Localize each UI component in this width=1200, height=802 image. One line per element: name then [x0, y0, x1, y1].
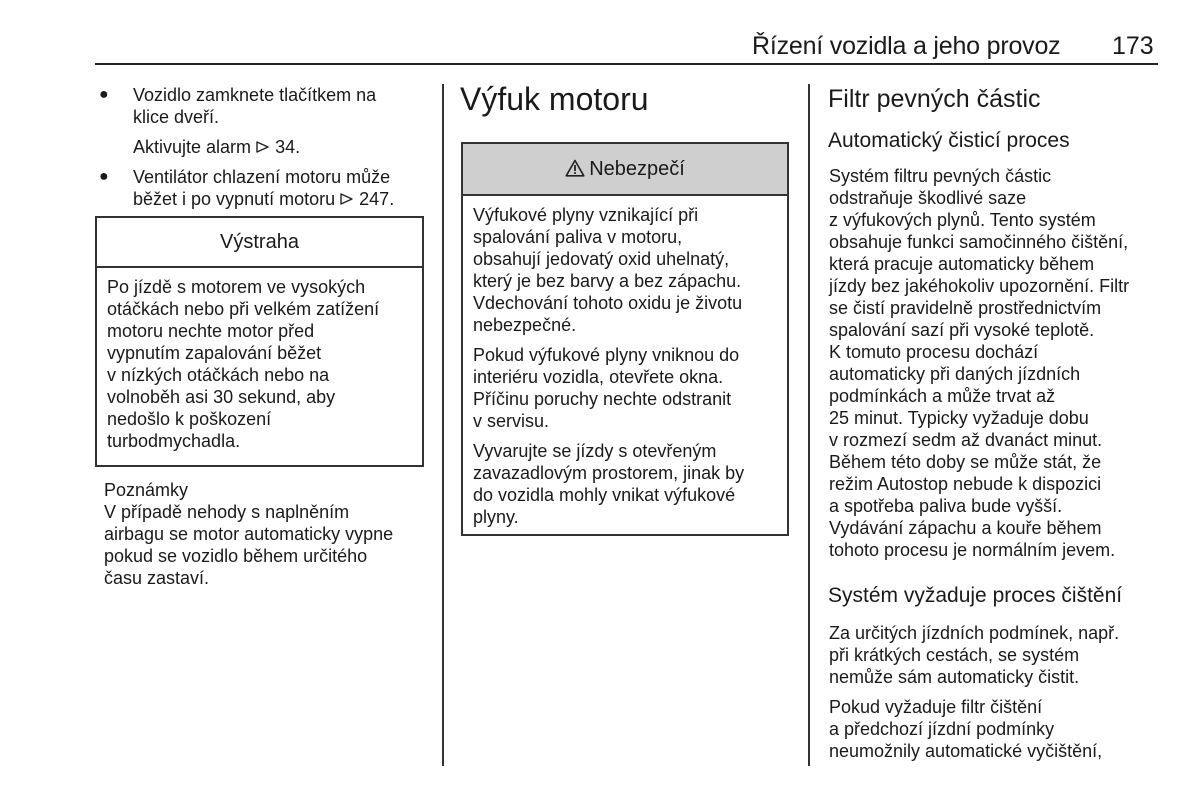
- page-reference-arrow-icon: [340, 193, 354, 205]
- text-line: volnoběh asi 30 sekund, aby: [107, 387, 336, 407]
- text-line: v servisu.: [473, 411, 550, 431]
- text-line: a spotřeba paliva bude vyšší.: [829, 496, 1063, 516]
- text-paragraph: [829, 622, 1169, 688]
- text-line: Vydávání zápachu a kouře během: [829, 518, 1102, 538]
- text-line: podmínkách a může trvat až: [829, 386, 1056, 406]
- text-line: režim Autostop nebude k dispozici: [829, 474, 1102, 494]
- text-line: v nízkých otáčkách nebo na: [107, 365, 330, 385]
- text-line: Za určitých jízdních podmínek, např.: [829, 623, 1120, 643]
- page-reference: 247.: [359, 189, 395, 209]
- bullet-dot: ●: [99, 86, 109, 103]
- subheading-automatic-cleaning: Automatický čisticí proces: [828, 129, 1070, 152]
- text-line: K tomuto procesu dochází: [829, 342, 1039, 362]
- text-line: v rozmezí sedm až dvanáct minut.: [829, 430, 1103, 450]
- bullet-dot: ●: [99, 168, 109, 185]
- text-line: nemůže sám automaticky čistit.: [829, 667, 1080, 687]
- text-line: pokud se vozidlo během určitého: [104, 546, 368, 566]
- column-divider-right: [808, 84, 810, 766]
- text-line: Během této doby se může stát, že: [829, 452, 1102, 472]
- note-title: Poznámky: [104, 480, 189, 500]
- text-line: Ventilátor chlazení motoru může: [133, 167, 391, 187]
- text-line: Vozidlo zamknete tlačítkem na: [133, 85, 377, 105]
- text-line: do vozidla mohly vnikat výfukové: [473, 485, 736, 505]
- text-line: automaticky při daných jízdních: [829, 364, 1081, 384]
- text-line: motoru nechte motor před: [107, 321, 315, 341]
- text-line: času zastaví.: [104, 568, 210, 588]
- caution-box: [95, 216, 424, 467]
- text-line: zavazadlovým prostorem, jinak by: [473, 463, 745, 483]
- danger-header: [463, 144, 787, 196]
- text-line: plyny.: [473, 507, 519, 527]
- danger-body: [463, 196, 787, 544]
- text-line: Pokud vyžaduje filtr čištění: [829, 697, 1043, 717]
- alarm-reference: [95, 136, 430, 158]
- page-reference-arrow-icon: [256, 141, 270, 153]
- text-line: Příčinu poruchy nechte odstranit: [473, 389, 732, 409]
- text-line: obsahují jedovatý oxid uhelnatý,: [473, 249, 730, 269]
- paragraph-filter-system: [829, 165, 1169, 561]
- text-line: [133, 188, 430, 210]
- danger-paragraph: [473, 204, 777, 336]
- left-column: [95, 84, 430, 210]
- danger-paragraph: [473, 344, 777, 432]
- page-header-title: Řízení vozidla a jeho provoz: [752, 32, 1061, 60]
- text-line: Vdechování tohoto oxidu je životu: [473, 293, 743, 313]
- caution-body: [97, 268, 422, 460]
- paragraph-cleaning-conditions: [829, 622, 1169, 770]
- text-line: spalování paliva v motoru,: [473, 227, 683, 247]
- header-rule: [95, 63, 1158, 65]
- note-section: [104, 479, 434, 589]
- warning-triangle-icon: [565, 159, 585, 177]
- page-reference: 34.: [275, 137, 301, 157]
- text-line: neumožnily automatické vyčištění,: [829, 741, 1103, 761]
- danger-paragraph: [473, 440, 777, 528]
- column-divider-left: [442, 84, 444, 766]
- text-line: nedošlo k poškození: [107, 409, 272, 429]
- section-heading-exhaust: Výfuk motoru: [460, 81, 649, 117]
- text-line: z výfukových plynů. Tento systém: [829, 210, 1096, 230]
- text-line: vypnutím zapalování běžet: [107, 343, 322, 363]
- text-line: otáčkách nebo při velkém zatížení: [107, 299, 380, 319]
- page-number: 173: [1112, 32, 1154, 60]
- text-line: při krátkých cestách, se systém: [829, 645, 1080, 665]
- text-line: se čistí pravidelně prostřednictvím: [829, 298, 1102, 318]
- text-line: Systém filtru pevných částic: [829, 166, 1052, 186]
- caution-title: Výstraha: [97, 218, 422, 268]
- text-line: airbagu se motor automaticky vypne: [104, 524, 394, 544]
- text-line: nebezpečné.: [473, 315, 577, 335]
- bullet-item-fan: [95, 166, 430, 210]
- text-line: odstraňuje škodlivé saze: [829, 188, 1027, 208]
- text-line: tohoto procesu je normálním jevem.: [829, 540, 1116, 560]
- text-fragment: Aktivujte alarm: [133, 137, 252, 157]
- text-line: který je bez barvy a bez zápachu.: [473, 271, 742, 291]
- danger-box: [461, 142, 789, 536]
- text-line: Výfukové plyny vznikající při: [473, 205, 699, 225]
- text-fragment: běžet i po vypnutí motoru: [133, 189, 336, 209]
- text-line: Vyvarujte se jízdy s otevřeným: [473, 441, 717, 461]
- subheading-cleaning-required: Systém vyžaduje proces čištění: [828, 584, 1123, 607]
- text-line: Po jízdě s motorem ve vysokých: [107, 277, 366, 297]
- section-heading-particle-filter: Filtr pevných částic: [828, 85, 1041, 113]
- text-line: obsahuje funkci samočinného čištění,: [829, 232, 1129, 252]
- danger-title: Nebezpečí: [589, 158, 685, 180]
- text-line: klice dveří.: [133, 107, 220, 127]
- text-line: V případě nehody s naplněním: [104, 502, 350, 522]
- text-line: spalování sazí při vysoké teplotě.: [829, 320, 1095, 340]
- text-paragraph: [829, 696, 1169, 762]
- text-line: Pokud výfukové plyny vniknou do: [473, 345, 740, 365]
- text-line: 25 minut. Typicky vyžaduje dobu: [829, 408, 1089, 428]
- text-line: jízdy bez jakéhokoliv upozornění. Filtr: [829, 276, 1130, 296]
- text-line: a předchozí jízdní podmínky: [829, 719, 1055, 739]
- text-line: turbodmychadla.: [107, 431, 241, 451]
- bullet-item-lock: [95, 84, 430, 128]
- text-line: která pracuje automaticky během: [829, 254, 1095, 274]
- text-line: interiéru vozidla, otevřete okna.: [473, 367, 724, 387]
